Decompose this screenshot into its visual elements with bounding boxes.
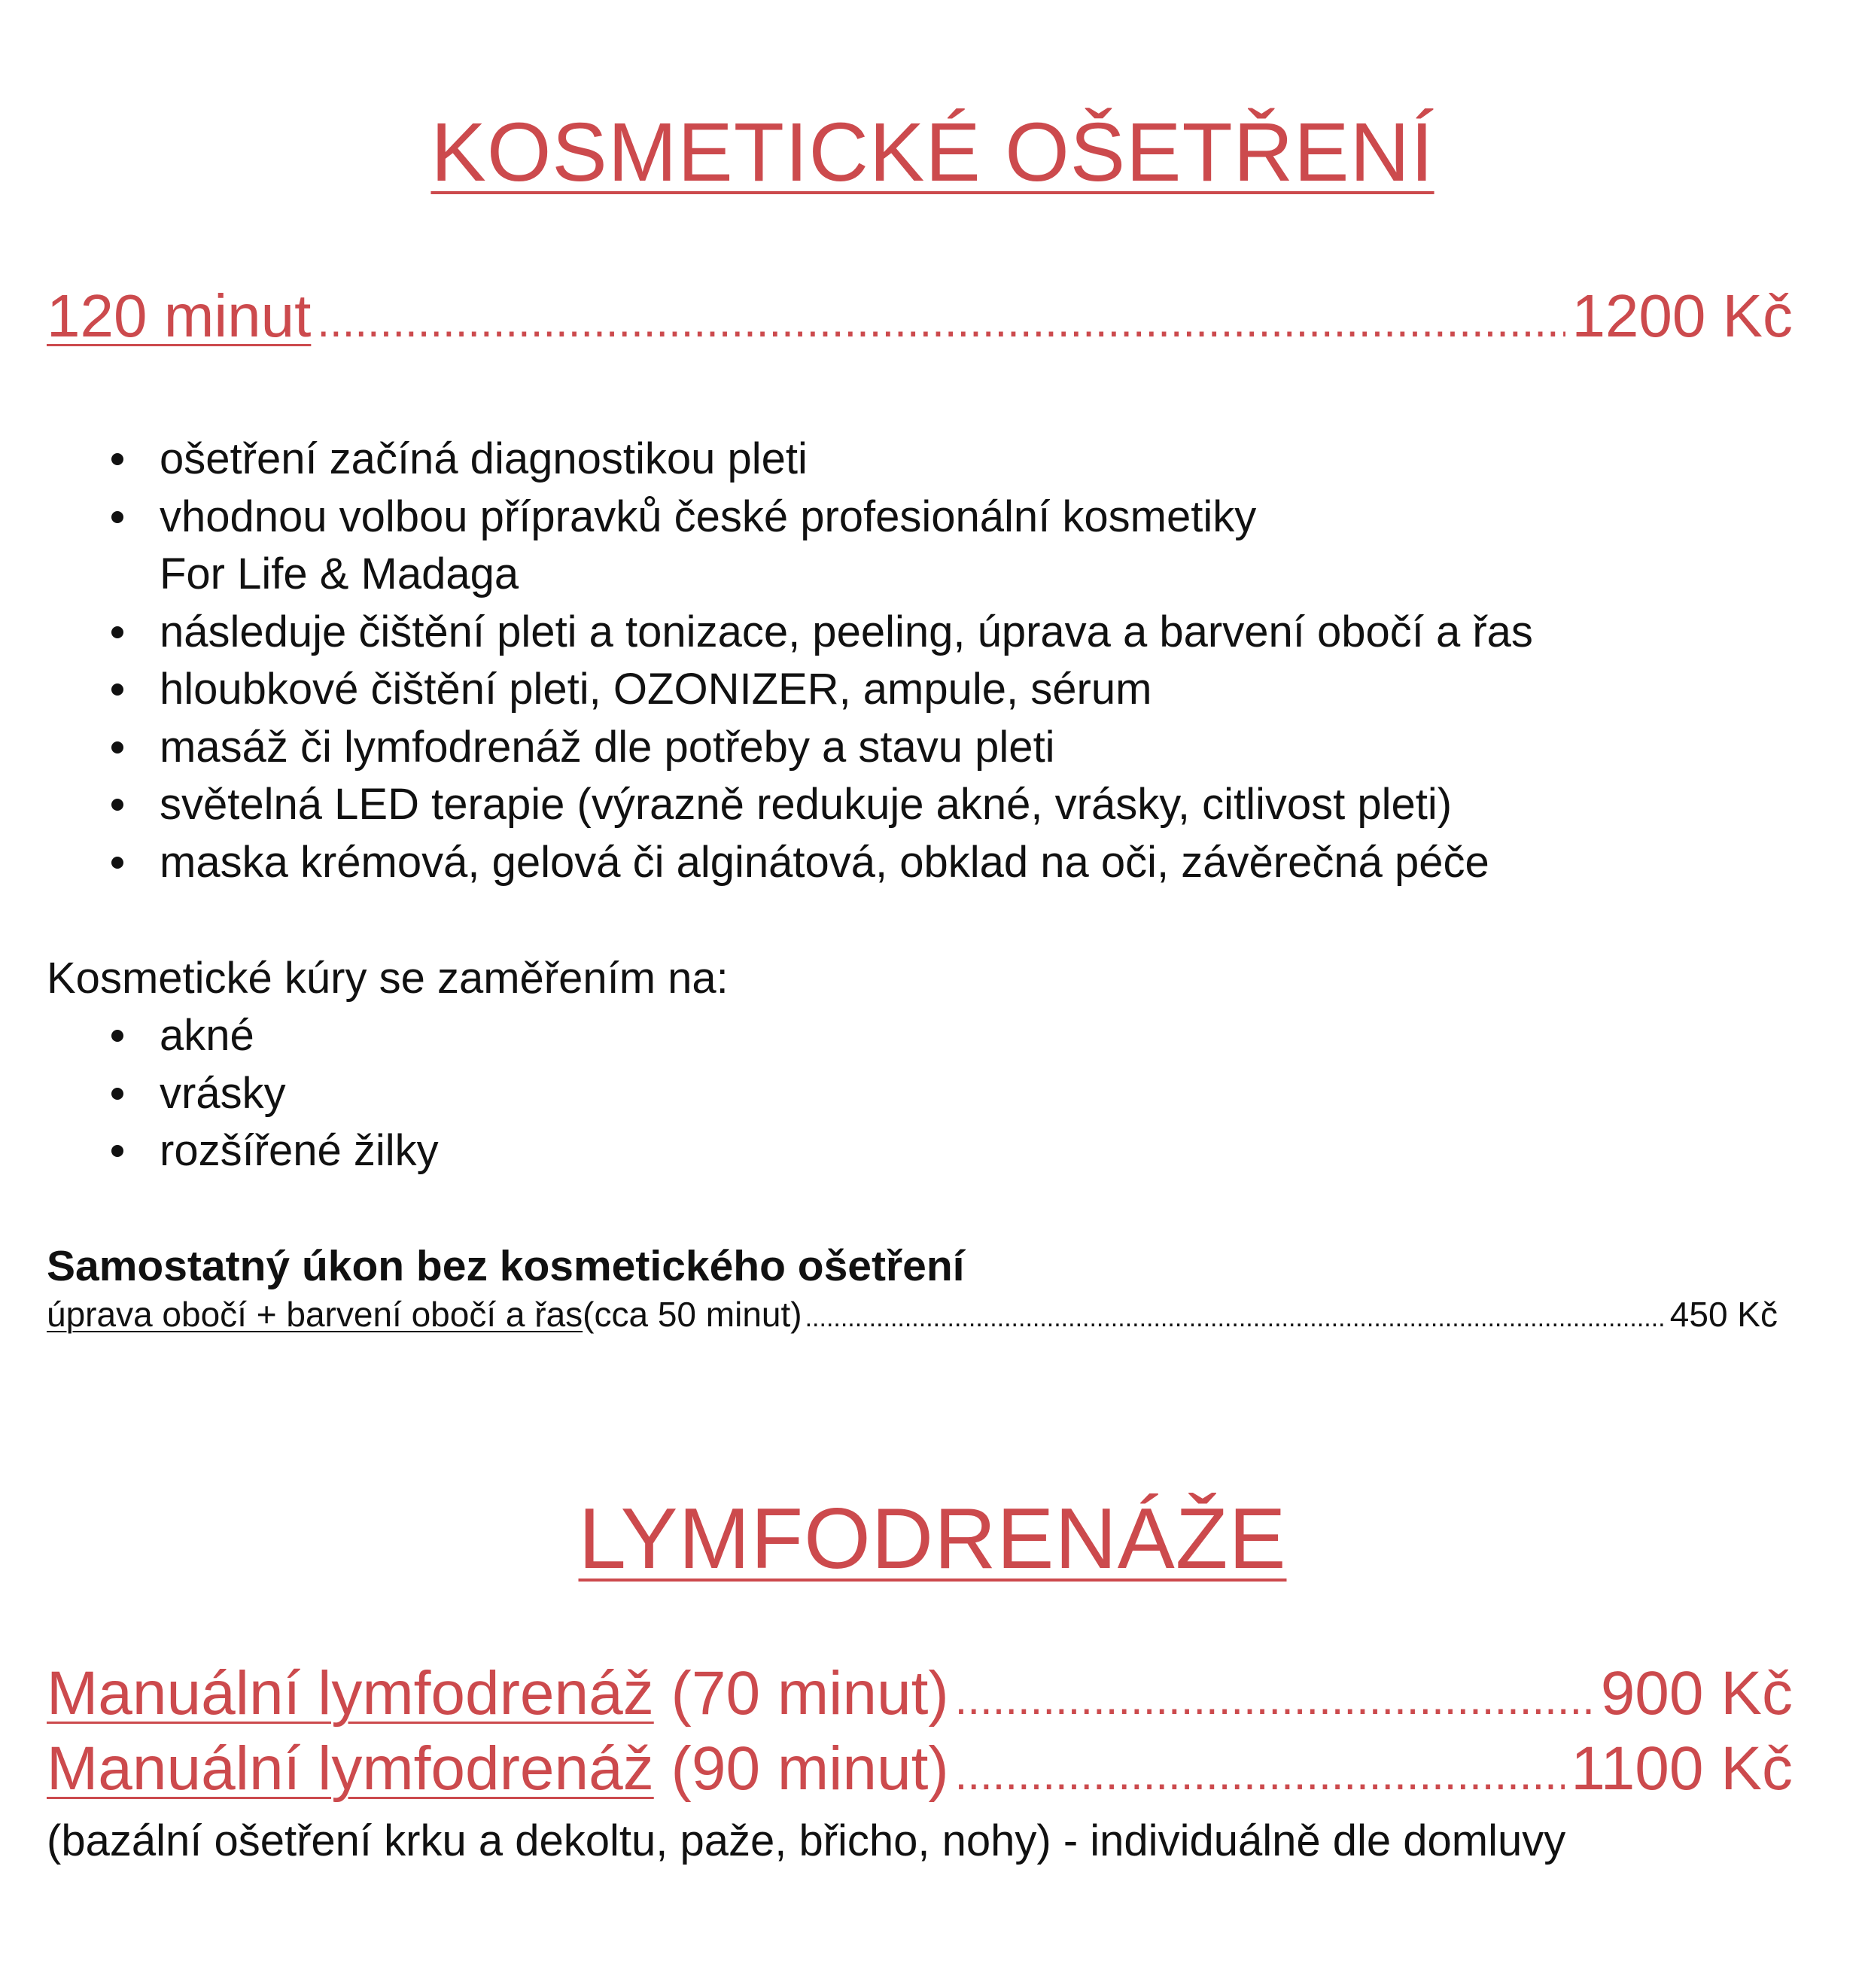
lymph-drainage-title: LYMFODRENÁŽE bbox=[578, 1491, 1287, 1587]
service-name-eyebrows[interactable]: úprava obočí + barvení obočí a řas bbox=[47, 1295, 583, 1334]
list-item: vrásky bbox=[160, 1065, 1288, 1123]
list-item: světelná LED terapie (výrazně redukuje akné, vrásky, citlivost pleti) bbox=[160, 776, 1865, 834]
courses-heading: Kosmetické kúry se zaměřením na: bbox=[47, 954, 729, 1003]
list-item: vhodnou volbou přípravků české profesionální kosmetiky For Life & Madaga bbox=[160, 489, 1865, 604]
list-item: hloubkové čištění pleti, OZONIZER, ampule, sérum bbox=[160, 661, 1865, 719]
list-item: ošetření začíná diagnostikou pleti bbox=[160, 431, 1865, 489]
service-price-120-minutes: 1200 Kč bbox=[1571, 282, 1793, 349]
dot-leader bbox=[955, 1737, 1565, 1812]
price-row-lymph-90 bbox=[47, 1731, 1793, 1812]
treatment-steps-list bbox=[96, 431, 1865, 891]
service-price-eyebrows: 450 Kč bbox=[1669, 1295, 1778, 1334]
price-row-eyebrows bbox=[47, 1293, 1778, 1339]
list-item: masáž či lymfodrenáž dle potřeby a stavu pleti bbox=[160, 719, 1865, 777]
lymph-drainage-heading bbox=[0, 1489, 1865, 1590]
service-duration-eyebrows: (cca 50 minut) bbox=[583, 1295, 802, 1334]
list-item: rozšířené žilky bbox=[160, 1122, 1288, 1180]
price-row-lymph-70 bbox=[47, 1656, 1793, 1737]
dot-leader bbox=[955, 1661, 1595, 1737]
list-item: akné bbox=[160, 1007, 1288, 1065]
service-name-120-minutes[interactable]: 120 minut bbox=[47, 282, 312, 349]
cosmetic-treatment-title: KOSMETICKÉ OŠETŘENÍ bbox=[431, 106, 1434, 199]
lymph-drainage-note: (bazální ošetření krku a dekoltu, paže, břicho, nohy) - individuálně dle domluvy bbox=[47, 1816, 1566, 1865]
cosmetic-treatment-heading bbox=[0, 104, 1865, 202]
service-price-lymph-70: 900 Kč bbox=[1600, 1659, 1793, 1728]
price-row-120-minutes bbox=[47, 279, 1793, 359]
service-duration-lymph-70: (70 minut) bbox=[653, 1659, 949, 1728]
service-price-lymph-90: 1100 Kč bbox=[1571, 1734, 1793, 1803]
standalone-service-heading: Samostatný úkon bez kosmetického ošetření bbox=[47, 1242, 965, 1290]
list-item: maska krémová, gelová či alginátová, obklad na oči, závěrečná péče bbox=[160, 834, 1865, 892]
brand-names: For Life & Madaga bbox=[160, 550, 519, 598]
dot-leader bbox=[317, 284, 1565, 359]
service-name-lymph-70[interactable]: Manuální lymfodrenáž bbox=[47, 1659, 654, 1728]
courses-list bbox=[96, 1007, 1288, 1180]
list-item: následuje čištění pleti a tonizace, peeling, úprava a barvení obočí a řas bbox=[160, 604, 1865, 662]
dot-leader bbox=[805, 1297, 1667, 1339]
service-name-lymph-90[interactable]: Manuální lymfodrenáž bbox=[47, 1734, 654, 1803]
service-duration-lymph-90: (90 minut) bbox=[653, 1734, 949, 1803]
